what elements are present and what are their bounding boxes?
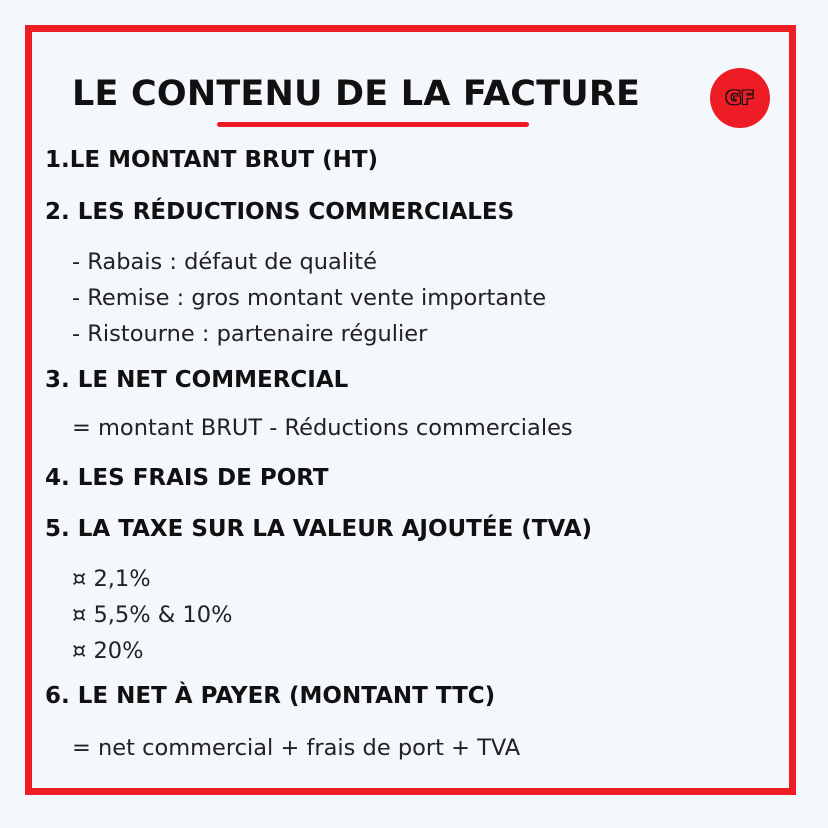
section-line: = net commercial + frais de port + TVA (72, 735, 521, 761)
section-line: ¤ 20% (72, 638, 144, 664)
card-frame (25, 25, 796, 795)
section-line: - Rabais : défaut de qualité (72, 249, 377, 275)
title-underline (217, 122, 529, 127)
section-line: - Ristourne : partenaire régulier (72, 321, 428, 347)
section-heading: 4. LES FRAIS DE PORT (45, 465, 329, 491)
section-heading: 2. LES RÉDUCTIONS COMMERCIALES (45, 199, 515, 225)
section-line: ¤ 5,5% & 10% (72, 602, 233, 628)
gf-logo (710, 68, 770, 128)
page-title: LE CONTENU DE LA FACTURE (72, 74, 641, 114)
section-heading: 5. LA TAXE SUR LA VALEUR AJOUTÉE (TVA) (45, 516, 593, 542)
logo-text: GF (725, 87, 755, 109)
section-line: = montant BRUT - Réductions commerciales (72, 415, 573, 441)
section-line: - Remise : gros montant vente importante (72, 285, 547, 311)
section-heading: 1.LE MONTANT BRUT (HT) (45, 147, 379, 173)
section-line: ¤ 2,1% (72, 566, 151, 592)
section-heading: 6. LE NET À PAYER (MONTANT TTC) (45, 683, 496, 709)
section-heading: 3. LE NET COMMERCIAL (45, 367, 349, 393)
